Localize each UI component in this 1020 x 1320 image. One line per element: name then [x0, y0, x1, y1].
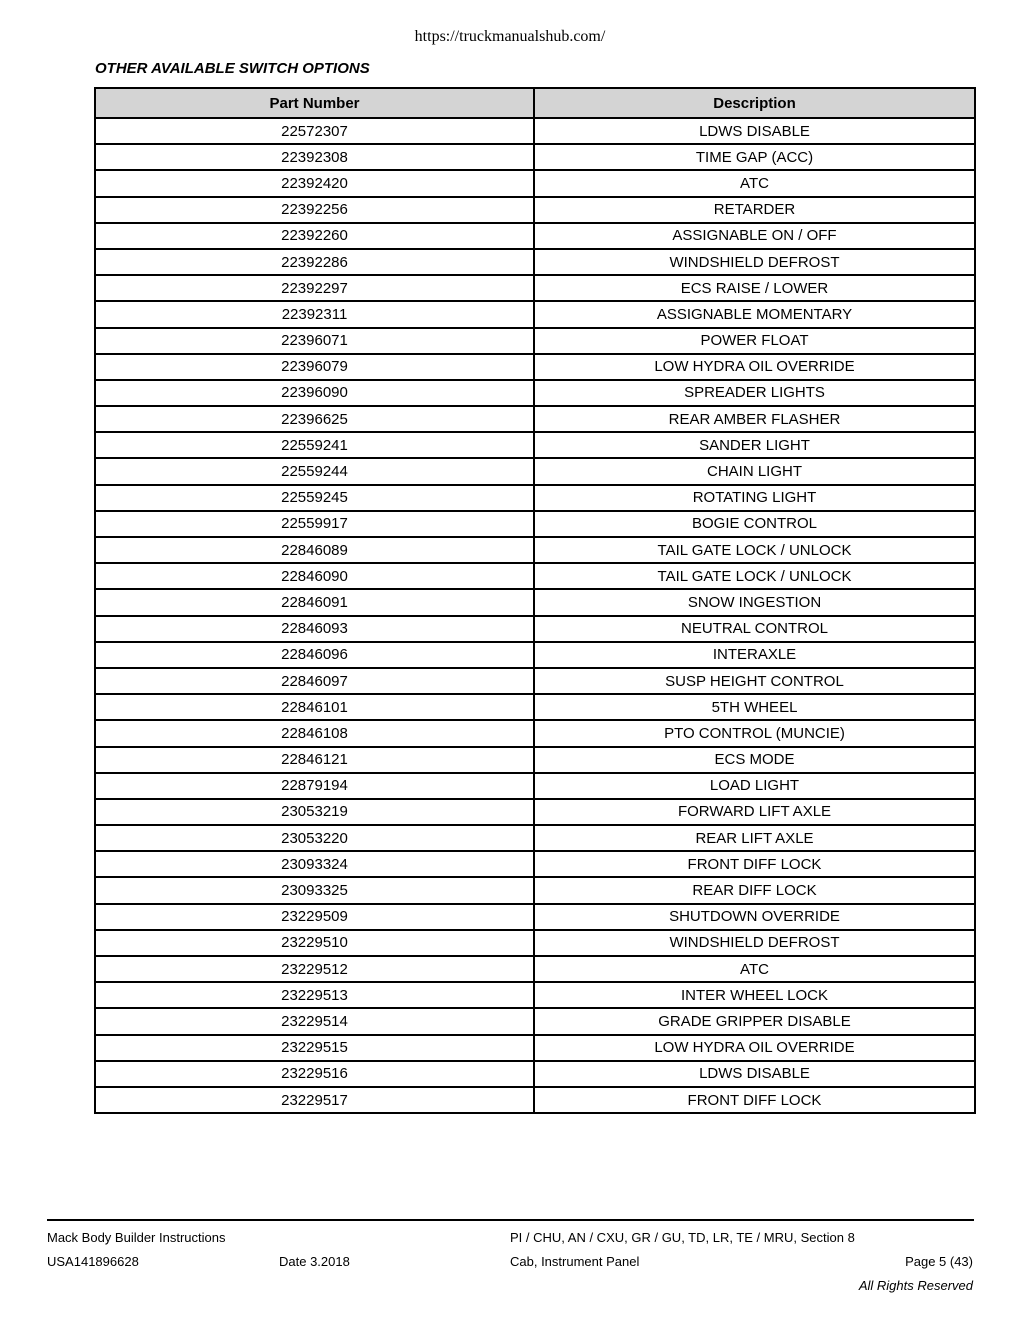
footer-doc-id: USA141896628: [47, 1254, 139, 1269]
part-number-cell: 23229516: [95, 1061, 534, 1087]
part-number-cell: 22392311: [95, 301, 534, 327]
table-row: [95, 406, 975, 432]
table-row: [95, 118, 975, 144]
table-row: [95, 249, 975, 275]
part-number-cell: 23229512: [95, 956, 534, 982]
description-cell: REAR DIFF LOCK: [534, 877, 975, 903]
footer-page-number: Page 5 (43): [905, 1254, 973, 1269]
description-cell: INTER WHEEL LOCK: [534, 982, 975, 1008]
description-cell: REAR AMBER FLASHER: [534, 406, 975, 432]
source-url[interactable]: https://truckmanualshub.com/: [414, 28, 606, 45]
part-number-cell: 23229514: [95, 1008, 534, 1034]
part-number-cell: 23229517: [95, 1087, 534, 1113]
part-number-cell: 22559245: [95, 485, 534, 511]
footer-divider: [47, 1219, 974, 1221]
table-row: [95, 1087, 975, 1113]
column-header-part-number: Part Number: [95, 88, 534, 118]
table-row: [95, 354, 975, 380]
part-number-cell: 22572307: [95, 118, 534, 144]
table-row: [95, 537, 975, 563]
description-cell: RETARDER: [534, 197, 975, 223]
part-number-cell: 22846121: [95, 747, 534, 773]
table-body: [95, 118, 975, 1113]
part-number-cell: 22392297: [95, 275, 534, 301]
part-number-cell: 22846093: [95, 616, 534, 642]
table-row: [95, 328, 975, 354]
part-number-cell: 22392256: [95, 197, 534, 223]
description-cell: WINDSHIELD DEFROST: [534, 930, 975, 956]
description-cell: ROTATING LIGHT: [534, 485, 975, 511]
description-cell: PTO CONTROL (MUNCIE): [534, 720, 975, 746]
table-row: [95, 930, 975, 956]
table-row: [95, 589, 975, 615]
table-row: [95, 144, 975, 170]
part-number-cell: 22396090: [95, 380, 534, 406]
part-number-cell: 22846096: [95, 642, 534, 668]
table-row: [95, 694, 975, 720]
part-number-cell: 22846090: [95, 563, 534, 589]
table-row: [95, 485, 975, 511]
part-number-cell: 22559917: [95, 511, 534, 537]
description-cell: GRADE GRIPPER DISABLE: [534, 1008, 975, 1034]
part-number-cell: 22396625: [95, 406, 534, 432]
description-cell: INTERAXLE: [534, 642, 975, 668]
part-number-cell: 22846108: [95, 720, 534, 746]
description-cell: BOGIE CONTROL: [534, 511, 975, 537]
description-cell: ECS RAISE / LOWER: [534, 275, 975, 301]
description-cell: LDWS DISABLE: [534, 118, 975, 144]
description-cell: TIME GAP (ACC): [534, 144, 975, 170]
description-cell: POWER FLOAT: [534, 328, 975, 354]
part-number-cell: 23093324: [95, 851, 534, 877]
description-cell: SHUTDOWN OVERRIDE: [534, 904, 975, 930]
description-cell: ATC: [534, 956, 975, 982]
table-row: [95, 170, 975, 196]
description-cell: LOAD LIGHT: [534, 773, 975, 799]
description-cell: ASSIGNABLE MOMENTARY: [534, 301, 975, 327]
part-number-cell: 22396079: [95, 354, 534, 380]
part-number-cell: 22846091: [95, 589, 534, 615]
table-row: [95, 1008, 975, 1034]
description-cell: WINDSHIELD DEFROST: [534, 249, 975, 275]
table-row: [95, 380, 975, 406]
part-number-cell: 23229509: [95, 904, 534, 930]
description-cell: FORWARD LIFT AXLE: [534, 799, 975, 825]
table-row: [95, 747, 975, 773]
part-number-cell: 22392286: [95, 249, 534, 275]
description-cell: SUSP HEIGHT CONTROL: [534, 668, 975, 694]
column-header-description: Description: [534, 88, 975, 118]
part-number-cell: 23093325: [95, 877, 534, 903]
part-number-cell: 22392308: [95, 144, 534, 170]
part-number-cell: 22559244: [95, 458, 534, 484]
footer-rights: All Rights Reserved: [858, 1278, 973, 1293]
table-row: [95, 511, 975, 537]
part-number-cell: 23229515: [95, 1035, 534, 1061]
description-cell: TAIL GATE LOCK / UNLOCK: [534, 563, 975, 589]
description-cell: SANDER LIGHT: [534, 432, 975, 458]
description-cell: SNOW INGESTION: [534, 589, 975, 615]
table-row: [95, 825, 975, 851]
description-cell: LOW HYDRA OIL OVERRIDE: [534, 1035, 975, 1061]
description-cell: TAIL GATE LOCK / UNLOCK: [534, 537, 975, 563]
description-cell: 5TH WHEEL: [534, 694, 975, 720]
part-number-cell: 22396071: [95, 328, 534, 354]
footer-date: Date 3.2018: [279, 1254, 350, 1269]
part-number-cell: 23053220: [95, 825, 534, 851]
table-row: [95, 197, 975, 223]
part-number-cell: 22846097: [95, 668, 534, 694]
part-number-cell: 22392260: [95, 223, 534, 249]
part-number-cell: 23229510: [95, 930, 534, 956]
footer-models: PI / CHU, AN / CXU, GR / GU, TD, LR, TE / MRU, Section 8: [510, 1230, 855, 1245]
part-number-cell: 22846101: [95, 694, 534, 720]
table-header-row: [95, 88, 975, 118]
table-row: [95, 1061, 975, 1087]
description-cell: ECS MODE: [534, 747, 975, 773]
table-row: [95, 275, 975, 301]
footer-chapter: Cab, Instrument Panel: [510, 1254, 640, 1269]
table-row: [95, 773, 975, 799]
table-row: [95, 616, 975, 642]
table-row: [95, 642, 975, 668]
description-cell: LOW HYDRA OIL OVERRIDE: [534, 354, 975, 380]
table-row: [95, 223, 975, 249]
part-number-cell: 23053219: [95, 799, 534, 825]
table-row: [95, 458, 975, 484]
description-cell: CHAIN LIGHT: [534, 458, 975, 484]
description-cell: FRONT DIFF LOCK: [534, 1087, 975, 1113]
table-row: [95, 563, 975, 589]
table-row: [95, 720, 975, 746]
table-row: [95, 956, 975, 982]
footer-doc-title: Mack Body Builder Instructions: [47, 1230, 226, 1245]
table-row: [95, 799, 975, 825]
description-cell: ATC: [534, 170, 975, 196]
table-row: [95, 982, 975, 1008]
switch-options-table: [94, 87, 976, 1114]
section-title: OTHER AVAILABLE SWITCH OPTIONS: [95, 60, 370, 77]
part-number-cell: 22559241: [95, 432, 534, 458]
table-row: [95, 904, 975, 930]
description-cell: LDWS DISABLE: [534, 1061, 975, 1087]
table-row: [95, 877, 975, 903]
description-cell: SPREADER LIGHTS: [534, 380, 975, 406]
part-number-cell: 22846089: [95, 537, 534, 563]
table-row: [95, 851, 975, 877]
part-number-cell: 22879194: [95, 773, 534, 799]
part-number-cell: 23229513: [95, 982, 534, 1008]
description-cell: ASSIGNABLE ON / OFF: [534, 223, 975, 249]
description-cell: FRONT DIFF LOCK: [534, 851, 975, 877]
table-row: [95, 301, 975, 327]
part-number-cell: 22392420: [95, 170, 534, 196]
table-row: [95, 1035, 975, 1061]
description-cell: NEUTRAL CONTROL: [534, 616, 975, 642]
description-cell: REAR LIFT AXLE: [534, 825, 975, 851]
table-row: [95, 432, 975, 458]
table-row: [95, 668, 975, 694]
